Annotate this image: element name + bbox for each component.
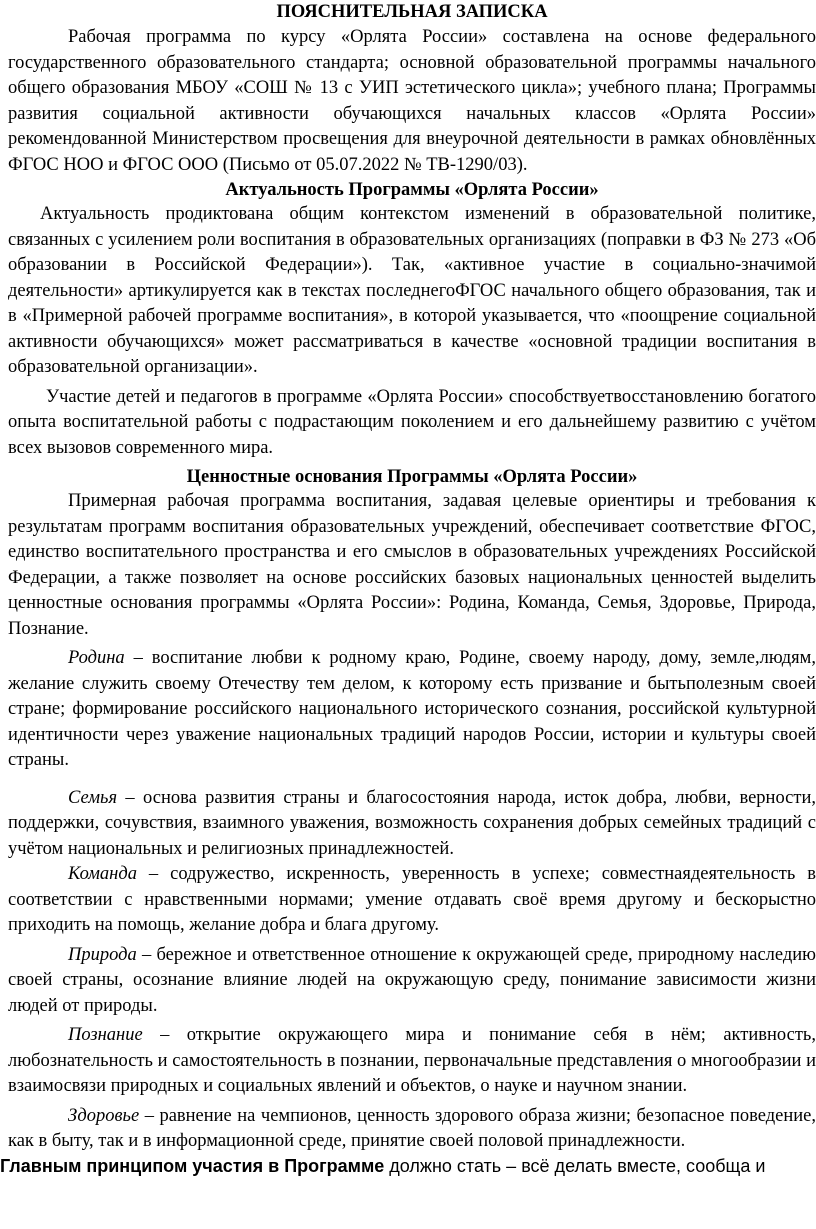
intro-paragraph: Рабочая программа по курсу «Орлята России» составлена на основе федерального государственного образовательного стандарта; основной образовательной программы начального общего образования МБОУ «СОШ № 13 с УИП эстетического цикла»; учебного плана; Программы развития социальной активности обучающихся начальных классов «Орлята России» рекомендованной Министерством просвещения для внеурочной деятельности в рамках обновлённых ФГОС НОО и ФГОС ООО (Письмо от 05.07.2022 № ТВ-1290/03). <box>8 27 816 175</box>
value-paragraph-priroda <box>8 943 816 1020</box>
value-text: – открытие окружающего мира и понимание себя в нём; активность, любознательность и самостоятельность в познании, первоначальные представления о многообразии и взаимосвязи природных и социальных явлений и объектов, о науке и научном знании. <box>8 1025 816 1096</box>
closing-text: должно стать – всё делать вместе, сообща и <box>384 1155 766 1176</box>
values-intro-paragraph: Примерная рабочая программа воспитания, задавая целевые ориентиры и требования к результатам программ воспитания образовательных учреждений, обеспечивает соответствие ФГОС, единство воспитательного пространства и его смыслов в образовательных учреждениях Российской Федерации, а также позволяет на основе российских базовых национальных ценностей выделить ценностные основания программы «Орлята России»: Родина, Команда, Семья, Здоровье, Природа, Познание. <box>8 491 816 639</box>
value-term: Природа <box>68 944 137 965</box>
value-text: – содружество, искренность, уверенность в успехе; совместнаядеятельность в соответствии с нравственными нормами; умение отдавать своё время другому и бескорыстно приходить на помощь, желание добра и блага другому. <box>8 864 816 935</box>
value-paragraph-komanda <box>8 862 816 939</box>
relevance-paragraph-1: Актуальность продиктована общим контекстом изменений в образовательной политике, связанных с усилением роли воспитания в образовательных организациях (поправки в ФЗ № 273 «Об образовании в Российской Федерации»). Так, «активное участие в социально-значимой деятельности» артикулируется как в текстах последнегоФГОС начального общего образования, так и в «Примерной рабочей программе воспитания», в которой указывается, что «поощрение социальной активности обучающихся» может рассматриваться в качестве «основной традиции воспитания в образовательной организации». <box>8 204 816 377</box>
closing-bold-text: Главным принципом участия в Программе <box>0 1155 385 1176</box>
relevance-paragraph-2: Участие детей и педагогов в программе «Орлята России» способствуетвосстановлению богатого опыта воспитательной работы с подрастающим поколением и его дальнейшему развитию с учётом всех вызовов современного мира. <box>8 386 816 458</box>
value-paragraph-rodina <box>8 646 816 774</box>
value-term: Родина <box>68 648 125 668</box>
closing-line <box>0 1155 816 1177</box>
value-term: Семья <box>68 787 118 808</box>
section-heading-relevance: Актуальность Программы «Орлята России» <box>225 180 599 200</box>
value-paragraph-zdorovie <box>8 1104 816 1155</box>
value-text: – воспитание любви к родному краю, Родине, своему народу, дому, земле,людям, желание служить своему Отечеству тем делом, к которому есть призвание и бытьполезным своей стране; формирование российского национального исторического сознания, российской культурной идентичности через уважение национальных традиций народов России, истории и культуры своей страны. <box>8 648 816 770</box>
value-paragraph-poznanie <box>8 1023 816 1100</box>
value-text: – равнение на чемпионов, ценность здорового образа жизни; безопасное поведение, как в быту, так и в информационной среде, принятие своей половой принадлежности. <box>8 1105 816 1151</box>
document-title: ПОЯСНИТЕЛЬНАЯ ЗАПИСКА <box>276 2 548 22</box>
value-term: Команда <box>68 864 137 884</box>
section-heading-values: Ценностные основания Программы «Орлята России» <box>186 467 638 487</box>
value-paragraph-semya <box>8 786 816 863</box>
value-text: – основа развития страны и благосостояния народа, исток добра, любви, верности, поддержки, сочувствия, взаимного уважения, возможность сохранения добрых семейных традиций с учётом национальных и религиозных принадлежностей. <box>8 787 816 859</box>
value-text: – бережное и ответственное отношение к окружающей среде, природному наследию своей страны, осознание влияние людей на окружающую среду, понимание зависимости жизни людей от природы. <box>8 944 816 1016</box>
value-term: Здоровье <box>68 1105 140 1126</box>
value-term: Познание <box>68 1025 143 1045</box>
